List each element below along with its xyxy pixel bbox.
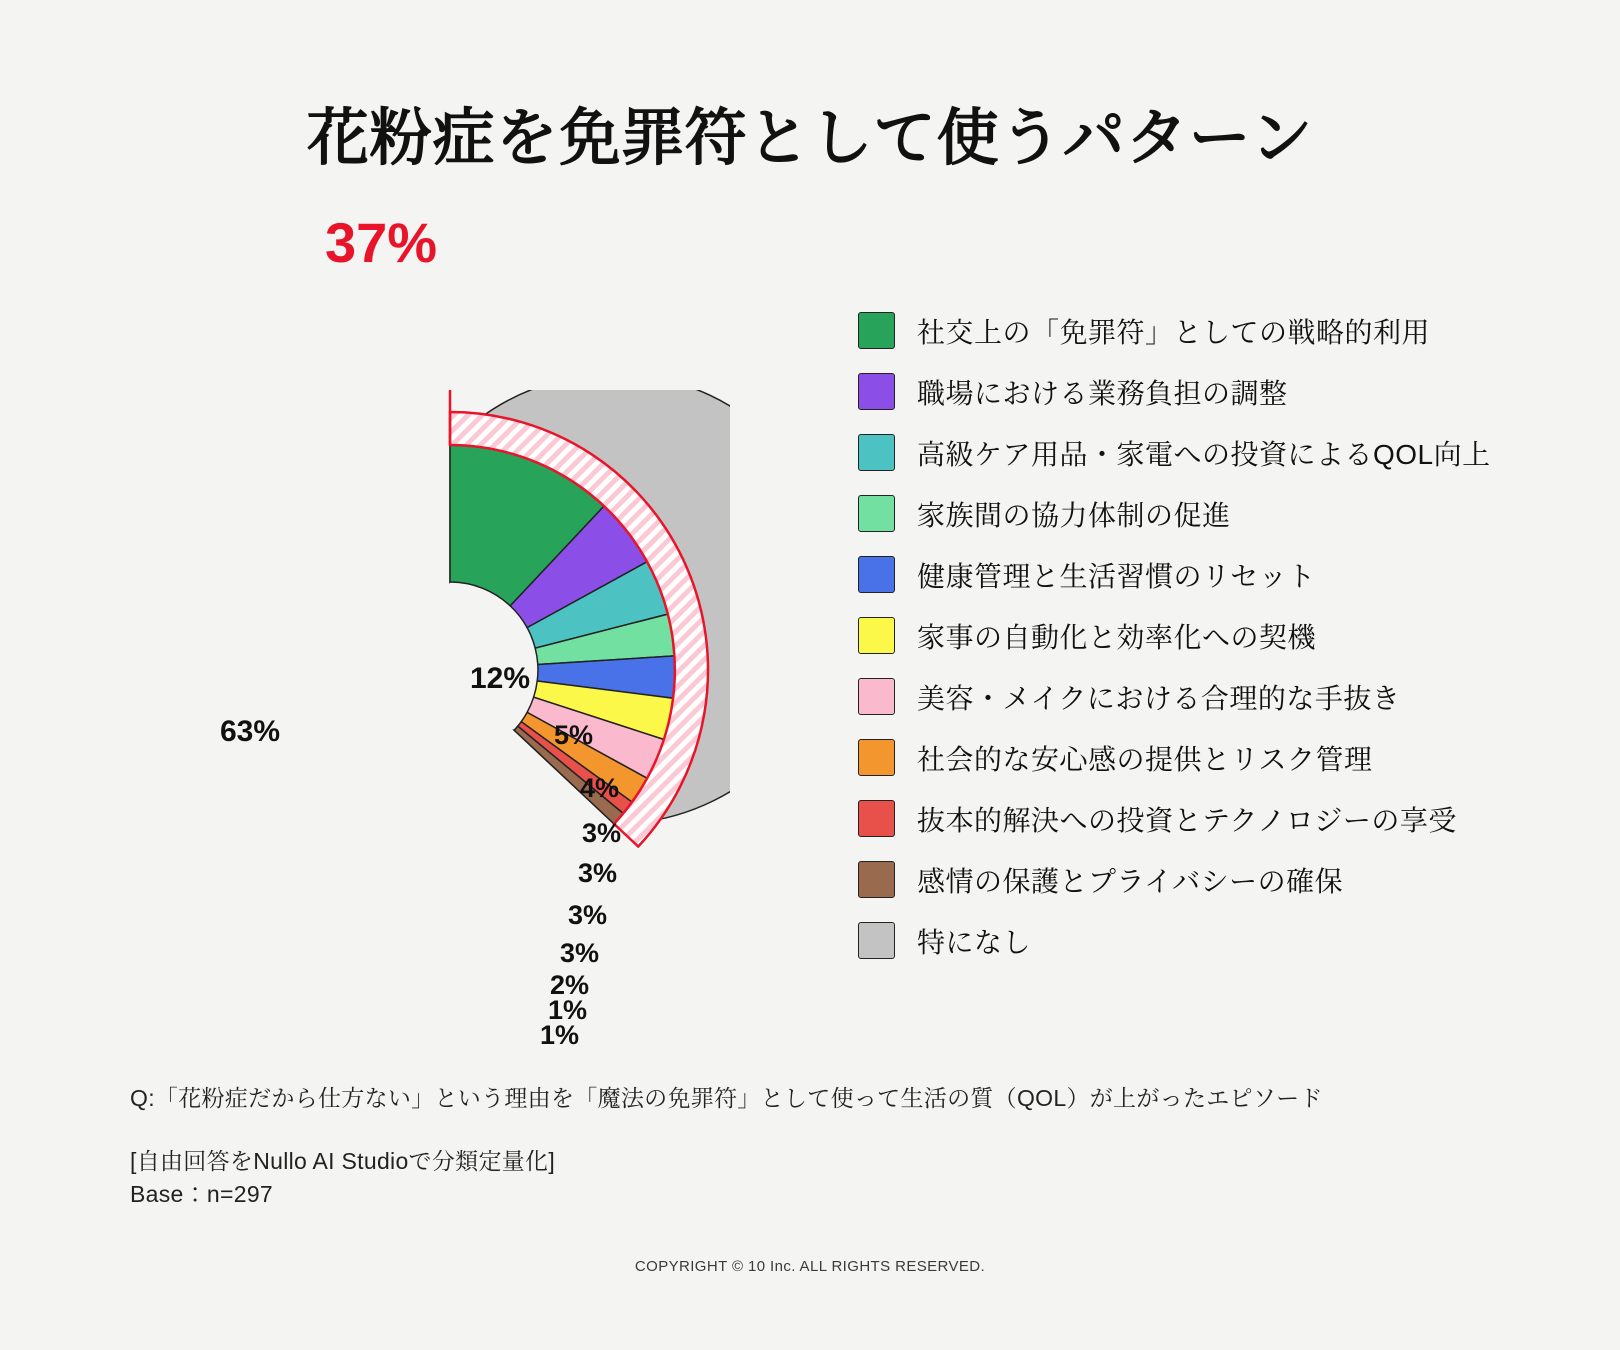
legend-label-11: 特になし <box>917 926 1032 958</box>
footnote-method: [自由回答をNullo AI Studioで分類定量化] <box>130 1148 556 1174</box>
footnote-base: Base：n=297 <box>130 1181 274 1208</box>
slice-value-3: 4% <box>580 773 620 803</box>
slice-value-10: 1% <box>540 1020 580 1050</box>
legend-label-4: 家族間の協力体制の促進 <box>917 499 1231 531</box>
highlight-total-label: 37% <box>325 211 438 274</box>
legend-swatch-icon-7 <box>858 678 895 715</box>
legend-item-5[interactable] <box>858 544 1558 605</box>
slice-value-5: 3% <box>578 858 618 888</box>
slice-value-9: 1% <box>548 995 588 1025</box>
legend-label-3: 高級ケア用品・家電への投資によるQOL向上 <box>917 438 1491 470</box>
page-title: 花粉症を免罪符として使うパターン <box>306 104 1314 173</box>
legend-swatch-icon-3 <box>858 434 895 471</box>
legend-item-7[interactable] <box>858 666 1558 727</box>
legend-swatch-icon-2 <box>858 373 895 410</box>
legend-label-5: 健康管理と生活習慣のリセット <box>917 560 1316 592</box>
legend-label-2: 職場における業務負担の調整 <box>917 377 1288 409</box>
legend-swatch-icon-11 <box>858 922 895 959</box>
legend-item-1[interactable] <box>858 300 1558 361</box>
slice-value-4: 3% <box>582 818 622 848</box>
slice-value-7: 3% <box>560 938 600 968</box>
legend-label-1: 社交上の「免罪符」としての戦略的利用 <box>917 316 1431 348</box>
donut-svg <box>170 390 730 950</box>
legend-item-6[interactable] <box>858 605 1558 666</box>
legend-swatch-icon-8 <box>858 739 895 776</box>
footnotes <box>130 1080 1470 1212</box>
legend-swatch-icon-9 <box>858 800 895 837</box>
legend <box>858 300 1558 971</box>
legend-item-11[interactable] <box>858 910 1558 971</box>
donut-graphic <box>170 390 730 1050</box>
legend-label-7: 美容・メイクにおける合理的な手抜き <box>917 682 1401 714</box>
legend-label-8: 社会的な安心感の提供とリスク管理 <box>917 743 1373 775</box>
legend-swatch-icon-6 <box>858 617 895 654</box>
copyright-text: COPYRIGHT © 10 Inc. ALL RIGHTS RESERVED. <box>634 1258 986 1275</box>
slice-value-6: 3% <box>568 900 608 930</box>
legend-swatch-icon-4 <box>858 495 895 532</box>
legend-item-8[interactable] <box>858 727 1558 788</box>
legend-swatch-icon-5 <box>858 556 895 593</box>
legend-label-9: 抜本的解決への投資とテクノロジーの享受 <box>917 804 1457 836</box>
slice-value-1: 12% <box>470 662 531 695</box>
legend-swatch-icon-1 <box>858 312 895 349</box>
legend-item-10[interactable] <box>858 849 1558 910</box>
donut-chart <box>110 200 830 1050</box>
legend-item-4[interactable] <box>858 483 1558 544</box>
slice-value-2: 5% <box>554 720 594 750</box>
legend-label-6: 家事の自動化と効率化への契機 <box>917 621 1317 653</box>
legend-label-10: 感情の保護とプライバシーの確保 <box>917 865 1344 897</box>
legend-swatch-icon-10 <box>858 861 895 898</box>
legend-item-3[interactable] <box>858 422 1558 483</box>
footnote-question: Q:「花粉症だから仕方ない」という理由を「魔法の免罪符」として使って生活の質（QOL）が上がったエピソード <box>130 1085 1323 1111</box>
legend-item-9[interactable] <box>858 788 1558 849</box>
legend-item-2[interactable] <box>858 361 1558 422</box>
slice-value-8: 2% <box>550 970 590 1000</box>
slice-value-11: 63% <box>220 715 281 748</box>
